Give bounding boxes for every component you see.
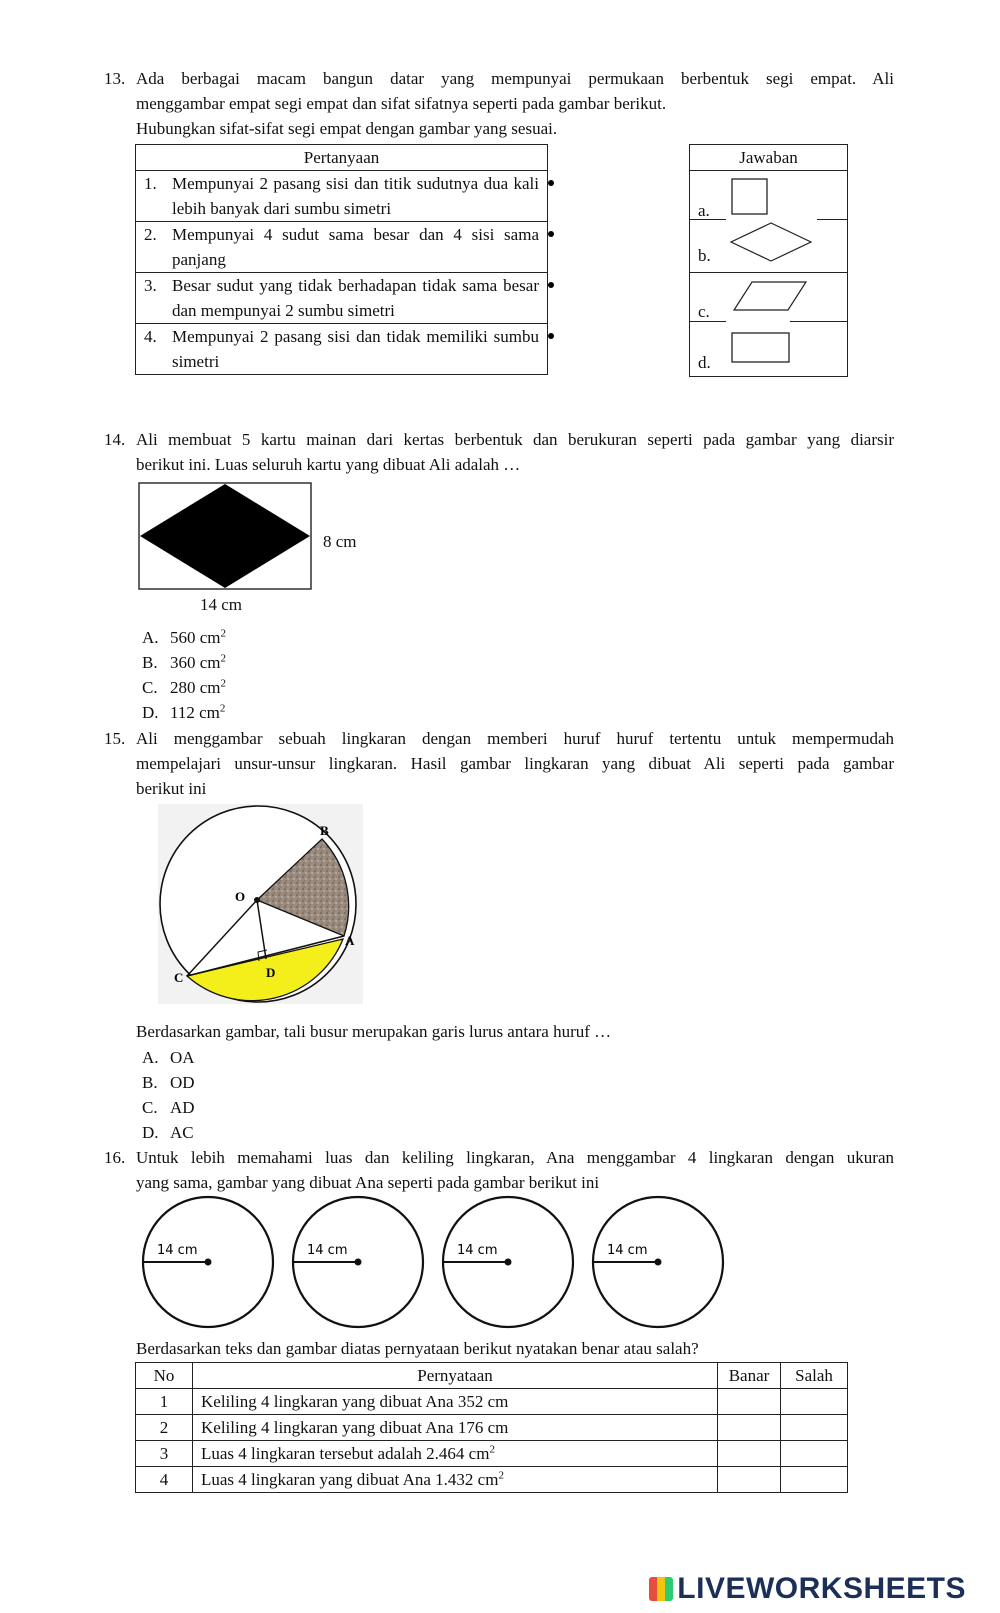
radius-label-2: 14 cm xyxy=(307,1243,348,1258)
q13-connect-dot-3[interactable] xyxy=(548,282,554,288)
q14-height-label: 8 cm xyxy=(323,532,357,551)
answer-label-d: d. xyxy=(698,353,711,372)
q13-item-1: 1. Mempunyai 2 pasang sisi dan titik sudutnya dua kali lebih banyak dari sumbu simetri xyxy=(136,171,548,222)
q13-answer-box xyxy=(689,144,848,377)
q15-number: 15. xyxy=(104,729,126,748)
row-no: 4 xyxy=(136,1467,193,1493)
row-statement: Keliling 4 lingkaran yang dibuat Ana 176 cm xyxy=(193,1415,718,1441)
table-row xyxy=(136,1441,848,1467)
col-false-header: Salah xyxy=(781,1363,848,1389)
q14-text-line2: berikut ini. Luas seluruh kartu yang dibuat Ali adalah … xyxy=(136,455,521,474)
q13-item-3: 3. Besar sudut yang tidak berhadapan tidak sama besar dan mempunyai 2 sumbu simetri xyxy=(136,273,548,324)
point-o-label: O xyxy=(235,889,246,904)
parallelogram-icon xyxy=(730,279,810,313)
col-true-header: Banar xyxy=(718,1363,781,1389)
q15-circle-figure xyxy=(158,804,363,1004)
q15-option-d[interactable]: D. AC xyxy=(142,1123,194,1142)
radius-label-3: 14 cm xyxy=(457,1243,498,1258)
answer-label-c: c. xyxy=(698,302,710,321)
q14-number: 14. xyxy=(104,430,126,449)
q13-question-header: Pertanyaan xyxy=(136,145,548,171)
q16-text-line2: yang sama, gambar yang dibuat Ana seperti pada gambar berikut ini xyxy=(136,1173,600,1192)
q15-text-line2: mempelajari unsur-unsur lingkaran. Hasil gambar lingkaran yang dibuat Ali seperti pada gambar xyxy=(136,754,894,773)
table-row xyxy=(136,1415,848,1441)
rhombus-icon xyxy=(728,221,814,263)
q14-option-c[interactable]: C. 280 $cm^2$ xyxy=(142,677,227,697)
answer-label-b: b. xyxy=(698,246,711,265)
q13-text-line1: Ada berbagai macam bangun datar yang mempunyai permukaan berbentuk segi empat. Ali xyxy=(136,69,894,88)
q13-text-line2: menggambar empat segi empat dan sifat sifatnya seperti pada gambar berikut. xyxy=(136,94,667,113)
row-3-true-cell[interactable] xyxy=(718,1441,781,1467)
row-1-true-cell[interactable] xyxy=(718,1389,781,1415)
row-4-false-cell[interactable] xyxy=(781,1467,848,1493)
row-no: 3 xyxy=(136,1441,193,1467)
col-no-header: No xyxy=(136,1363,193,1389)
circle-2 xyxy=(293,1197,423,1327)
q13-answer-header: Jawaban xyxy=(739,148,798,167)
point-b-label: B xyxy=(320,823,329,838)
circle-1 xyxy=(143,1197,273,1327)
q16-question: Berdasarkan teks dan gambar diatas pernyataan berikut nyatakan benar atau salah? xyxy=(136,1339,699,1358)
table-row xyxy=(136,1389,848,1415)
q14-text-line1: Ali membuat 5 kartu mainan dari kertas berbentuk dan berukuran seperti pada gambar yang diarsir xyxy=(136,430,894,449)
q13-answer-b[interactable] xyxy=(690,221,847,271)
q13-answer-c[interactable] xyxy=(690,272,847,323)
row-2-false-cell[interactable] xyxy=(781,1415,848,1441)
row-no: 1 xyxy=(136,1389,193,1415)
row-3-false-cell[interactable] xyxy=(781,1441,848,1467)
row-1-false-cell[interactable] xyxy=(781,1389,848,1415)
q13-number: 13. xyxy=(104,69,126,88)
q14-option-b[interactable]: B. 360 $cm^2$ xyxy=(142,652,227,672)
q14-option-a[interactable]: A. 560 $cm^2$ xyxy=(142,627,227,647)
row-statement: Luas 4 lingkaran tersebut adalah 2.464 $cm^2$ xyxy=(193,1441,718,1467)
row-no: 2 xyxy=(136,1415,193,1441)
table-row xyxy=(136,1467,848,1493)
q15-option-c[interactable]: C. AD xyxy=(142,1098,195,1117)
q16-statement-table xyxy=(135,1362,848,1493)
q13-connect-dot-2[interactable] xyxy=(548,231,554,237)
rectangle-icon xyxy=(730,331,792,365)
q14-option-d[interactable]: D. 112 $cm^2$ xyxy=(142,702,226,722)
q14-card-figure xyxy=(138,482,312,590)
q13-answer-a[interactable] xyxy=(690,170,847,221)
liveworksheets-logo: LIVEWORKSHEETS xyxy=(649,1576,966,1601)
logo-mark-icon xyxy=(649,1577,673,1601)
q15-option-a[interactable]: A. OA xyxy=(142,1048,195,1067)
point-a-label: A xyxy=(345,933,355,948)
row-4-true-cell[interactable] xyxy=(718,1467,781,1493)
q16-number: 16. xyxy=(104,1148,126,1167)
col-statement-header: Pernyataan xyxy=(193,1363,718,1389)
q15-text-line1: Ali menggambar sebuah lingkaran dengan memberi huruf huruf tertentu untuk mempermudah xyxy=(136,729,894,748)
q13-item-2: 2. Mempunyai 4 sudut sama besar dan 4 sisi sama panjang xyxy=(136,222,548,273)
q16-text-line1: Untuk lebih memahami luas dan keliling lingkaran, Ana menggambar 4 lingkaran dengan ukuran xyxy=(136,1148,894,1167)
row-2-true-cell[interactable] xyxy=(718,1415,781,1441)
circle-4 xyxy=(593,1197,723,1327)
answer-label-a: a. xyxy=(698,201,710,220)
row-statement: Luas 4 lingkaran yang dibuat Ana 1.432 $cm^2$ xyxy=(193,1467,718,1493)
point-c-label: C xyxy=(174,970,184,985)
q15-option-b[interactable]: B. OD xyxy=(142,1073,195,1092)
q15-text-line3: berikut ini xyxy=(136,779,207,798)
radius-label-4: 14 cm xyxy=(607,1243,648,1258)
q13-answer-d[interactable] xyxy=(690,323,847,373)
row-statement: Keliling 4 lingkaran yang dibuat Ana 352 cm xyxy=(193,1389,718,1415)
q13-connect-dot-4[interactable] xyxy=(548,333,554,339)
q16-circles-figure xyxy=(135,1192,725,1332)
radius-label-1: 14 cm xyxy=(157,1243,198,1258)
q13-connect-dot-1[interactable] xyxy=(548,180,554,186)
q13-text-line3: Hubungkan sifat-sifat segi empat dengan gambar yang sesuai. xyxy=(136,119,558,138)
point-d-label: D xyxy=(266,965,276,980)
circle-3 xyxy=(443,1197,573,1327)
q13-item-4: 4. Mempunyai 2 pasang sisi dan tidak memiliki sumbu simetri xyxy=(136,324,548,375)
square-icon xyxy=(730,177,770,217)
q15-question: Berdasarkan gambar, tali busur merupakan garis lurus antara huruf … xyxy=(136,1022,612,1041)
q13-question-table xyxy=(135,144,548,375)
q14-width-label: 14 cm xyxy=(200,595,243,614)
